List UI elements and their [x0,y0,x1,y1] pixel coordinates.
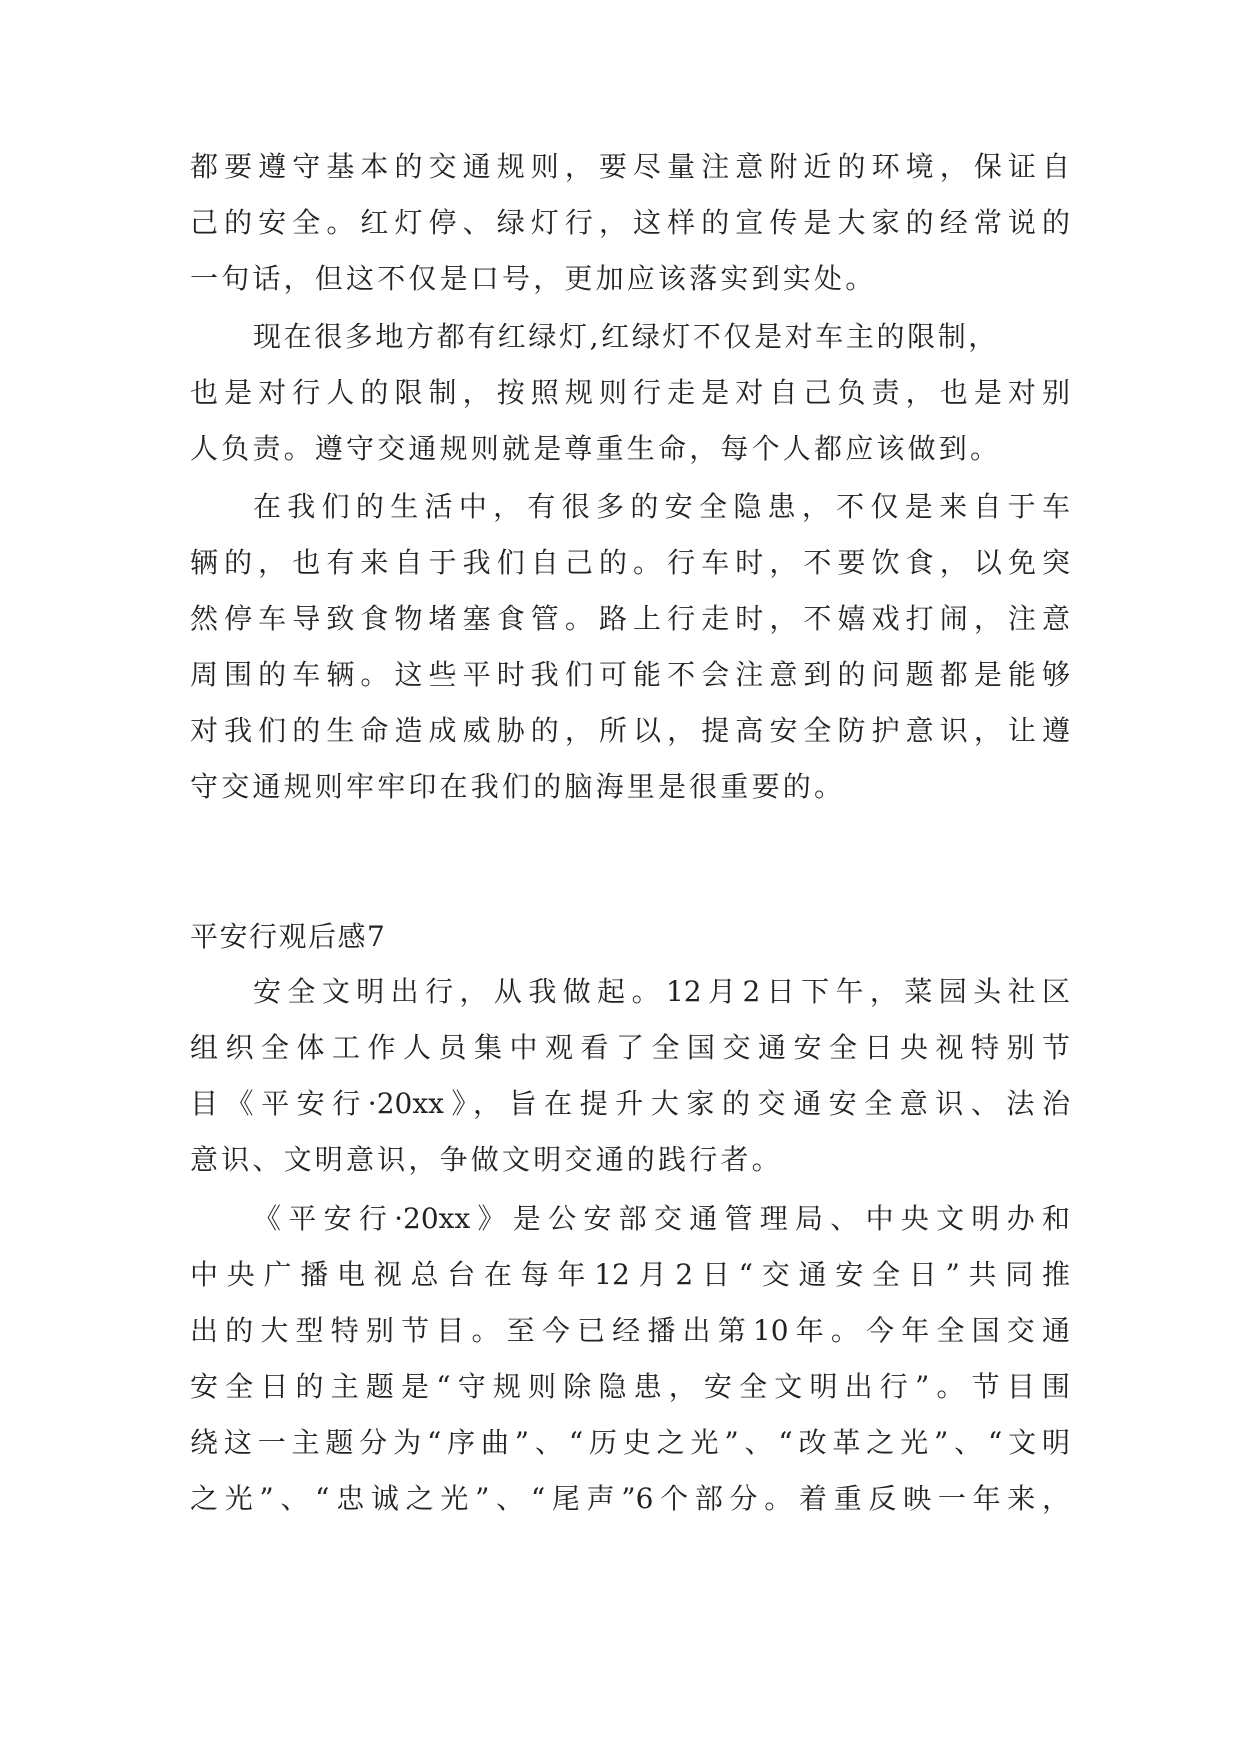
paragraph-line: 在我们的生活中，有很多的安全隐患，不仅是来自于车 [253,490,1070,523]
paragraph-line: 现在很多地方都有红绿灯,红绿灯不仅是对车主的限制， [253,320,999,353]
paragraph-line: 目《平安行·20xx》，旨在提升大家的交通安全意识、法治 [190,1087,1070,1120]
paragraph-line: 己的安全。红灯停、绿灯行，这样的宣传是大家的经常说的 [190,206,1070,239]
paragraph-line: 意识、文明意识，争做文明交通的践行者。 [190,1143,783,1176]
paragraph-line: 对我们的生命造成威胁的，所以，提高安全防护意识，让遵 [190,714,1070,747]
paragraph-line: 安全文明出行，从我做起。12月2日下午，菜园头社区 [253,975,1070,1008]
paragraph-line: 一句话，但这不仅是口号，更加应该落实到实处。 [190,262,877,295]
paragraph-line: 安全日的主题是“守规则除隐患，安全文明出行”。节目围 [190,1370,1070,1403]
paragraph-line: 也是对行人的限制，按照规则行走是对自己负责，也是对别 [190,376,1070,409]
paragraph-line: 周围的车辆。这些平时我们可能不会注意到的问题都是能够 [190,658,1070,691]
paragraph-line: 守交通规则牢牢印在我们的脑海里是很重要的。 [190,770,846,803]
paragraph-line: 人负责。遵守交通规则就是尊重生命，每个人都应该做到。 [190,432,1002,465]
section-heading: 平安行观后感7 [190,920,387,953]
paragraph-line: 绕这一主题分为“序曲”、“历史之光”、“改革之光”、“文明 [190,1426,1070,1459]
paragraph-line: 中央广播电视总台在每年12月2日“交通安全日”共同推 [190,1258,1070,1291]
paragraph-line: 辆的，也有来自于我们自己的。行车时，不要饮食，以免突 [190,546,1070,579]
paragraph-line: 之光”、“忠诚之光”、“尾声”6个部分。着重反映一年来， [190,1482,1070,1515]
paragraph-line: 然停车导致食物堵塞食管。路上行走时，不嬉戏打闹，注意 [190,602,1070,635]
paragraph-line: 组织全体工作人员集中观看了全国交通安全日央视特别节 [190,1031,1070,1064]
paragraph-line: 都要遵守基本的交通规则，要尽量注意附近的环境，保证自 [190,150,1070,183]
paragraph-line: 《平安行·20xx》是公安部交通管理局、中央文明办和 [253,1202,1070,1235]
paragraph-line: 出的大型特别节目。至今已经播出第10年。今年全国交通 [190,1314,1070,1347]
